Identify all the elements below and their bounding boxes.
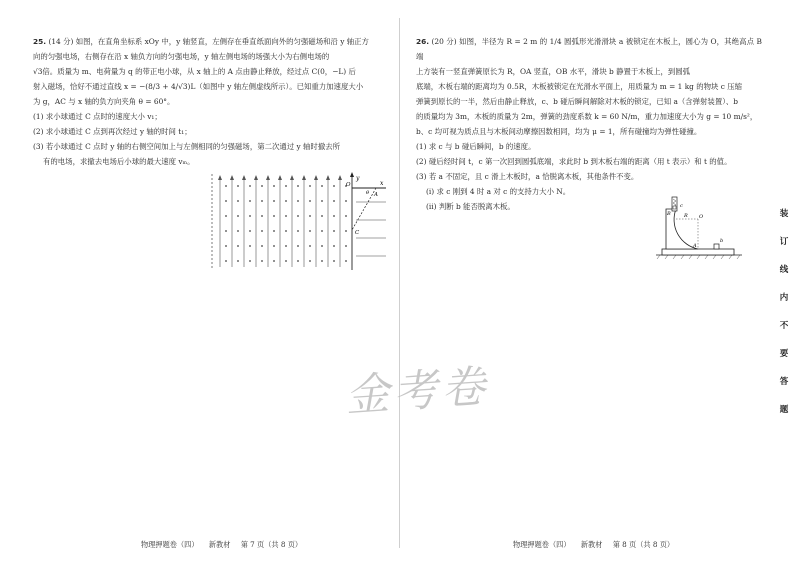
field-dot [285,200,287,202]
field-dot [237,215,239,217]
field-dot [321,230,323,232]
field-dot [297,185,299,187]
question-25-stem [33,34,383,49]
stem-line-2: 上方装有一竖直弹簧原长为 R，OA 竖直，OB 水平，滑块 b 静置于木板上，到圆弧 [416,67,691,76]
question-26-stem [416,34,762,64]
sub-question-1: (1) 求小球通过 C 点时的速度大小 v₁； [33,112,162,121]
point-c-label: C [355,230,360,236]
field-dot [297,260,299,262]
field-dot [297,215,299,217]
block-c [673,206,676,209]
field-dot [273,245,275,247]
field-dot [261,245,263,247]
ground-hatching [657,255,740,259]
footer-page: 第 8 页（共 8 页） [612,540,675,549]
y-axis-label: y [356,175,360,182]
origin-label: O [346,182,351,188]
margin-char: 不 [779,321,789,331]
field-dot [285,245,287,247]
stem-line-4: 弹簧到原长的一半，然后由静止释放，c、b 碰后瞬间解除对木板的锁定，已知 a（含弹射装置）、b [416,97,739,106]
margin-char: 线 [779,265,789,275]
margin-char: 内 [779,293,789,303]
line-ac [352,188,376,230]
margin-char: 题 [779,405,789,415]
field-dot [297,200,299,202]
field-dot [237,245,239,247]
field-dot [237,230,239,232]
field-dot [225,230,227,232]
binding-margin-note [778,200,790,424]
field-dot [321,215,323,217]
field-dot [285,215,287,217]
field-dot [345,200,347,202]
question-number: 25. [33,37,47,46]
margin-char: 订 [779,237,789,247]
sub-question-2: (2) 求小球通过 C 点到再次经过 y 轴的时间 t₁； [33,127,192,136]
field-dot [273,185,275,187]
field-dot [237,185,239,187]
field-dot [309,230,311,232]
field-dot [225,185,227,187]
question-number: 26. [416,37,430,46]
footer-subject: 物理押题卷（四） [141,540,199,549]
label-a: A [693,243,697,249]
field-dot [345,230,347,232]
footer-left [141,540,302,550]
arrow-heads-up [218,175,342,180]
stem-line-3: √3倍。质量为 m、电荷量为 q 的带正电小球，从 x 轴上的 A 点由静止释放，经过点 C(0，−L) 后 [33,67,356,76]
field-dot [261,260,263,262]
footer-edition: 新教材 [208,540,231,549]
stem-line-2: 向的匀强电场，右侧存在沿 x 轴负方向的匀强电场，y 轴左侧电场的场强大小为右侧电场的 [33,52,330,61]
field-dot [261,185,263,187]
field-dot [249,245,251,247]
footer-right [513,540,674,550]
field-dot [225,245,227,247]
sub-question-1: (1) 求 c 与 b 碰后瞬间，b 的速度。 [416,142,536,151]
electric-field-lines-left [356,202,386,256]
label-c: c [680,203,683,209]
y-axis-arrow [350,172,354,177]
field-dot [261,200,263,202]
field-dot [345,245,347,247]
field-dot [273,230,275,232]
field-dot [297,230,299,232]
field-dot [321,260,323,262]
field-dot [285,230,287,232]
field-dot [333,185,335,187]
margin-char: 答 [779,377,789,387]
stem-line-5: 为 g，AC 与 x 轴的负方向夹角 θ = 60°。 [33,97,175,106]
field-dot [321,200,323,202]
field-dot [345,260,347,262]
watermark: 金考卷 [343,361,491,422]
field-dot [249,260,251,262]
field-dot [333,200,335,202]
field-dot [225,200,227,202]
field-dot [273,260,275,262]
footer-edition: 新教材 [580,540,603,549]
sub-question-3: (3) 若 a 不固定，且 c 滑上木板时，a 恰脱离木板，其他条件不变。 [416,172,639,181]
wooden-board [662,249,734,255]
footer-subject: 物理押题卷（四） [513,540,571,549]
field-dot [309,185,311,187]
stem-line-6: b、c 均可视为质点且与木板间动摩擦因数相同，均为 μ = 1，所有碰撞均为弹性碰撞。 [416,127,702,136]
field-dot [333,230,335,232]
sub-question-3-ii: (ii) 判断 b 能否脱离木板。 [426,202,515,211]
field-dot [309,260,311,262]
right-page [400,0,800,569]
field-dot [225,260,227,262]
field-dot [249,185,251,187]
field-dot [237,260,239,262]
field-dot [309,200,311,202]
field-dot [249,200,251,202]
field-dot [345,215,347,217]
question-score: (14 分) [48,37,74,46]
margin-char: 要 [779,349,789,359]
angle-theta-label: θ [366,190,370,196]
magnetic-field-dots [225,185,347,262]
field-dot [261,230,263,232]
field-dot [273,200,275,202]
stem-line-5: 的质量均为 3m，木板的质量为 2m，弹簧的劲度系数 k = 60 N/m，重力加速度大小为 g = 10 m/s²， [416,112,758,121]
question-25 [33,34,383,169]
label-b-top: B [667,211,671,217]
sub-question-3-i: (i) 求 c 刚到 4 时 a 对 c 的支持力大小 N。 [426,187,571,196]
label-r: R [684,213,688,219]
field-dot [273,215,275,217]
field-dot [333,245,335,247]
field-dot [249,215,251,217]
point-a-label: A [374,192,378,198]
x-axis-label: x [380,180,384,187]
stem-line-4: 射入磁场，恰好不通过直线 x = −(8/3 + 4/√3)L（如图中 y 轴左侧虚线所示）。已知重力加速度大小 [33,82,364,91]
sub-question-3: (3) 若小球通过 C 点时 y 轴的右侧空间加上与左侧相同的匀强磁场，第二次通过 y 轴时撤去所 [33,142,340,151]
block-b [714,244,719,249]
field-dot [285,260,287,262]
field-dot [333,260,335,262]
field-dot [321,245,323,247]
field-dot [309,245,311,247]
field-dot [261,215,263,217]
field-dot [309,215,311,217]
label-o: O [699,214,704,220]
sub-question-2: (2) 碰后经时间 t，c 第一次回到圆弧底端，求此时 b 到木板右端的距离（用 t 表示）和 t 的值。 [416,157,732,166]
field-dot [285,185,287,187]
margin-char: 装 [779,209,789,219]
electric-field-arrows-up [220,178,340,267]
footer-page: 第 7 页（共 8 页） [240,540,303,549]
stem-line-1: 如图，半径为 R = 2 m 的 1/4 圆弧形光滑滑块 a 被锁定在木板上，圆心为 O，其绝高点 B 端 [416,37,762,61]
field-dot [225,215,227,217]
field-dot [297,245,299,247]
question-26 [416,34,762,214]
stem-line-3: 底端，木板右端的距离均为 0.5R，木板被锁定在光滑水平面上，用质量为 m = 1 kg 的物块 c 压缩 [416,82,743,91]
question-score: (20 分) [431,37,457,46]
label-b: b [720,238,724,244]
stem-line-1: 如图，在直角坐标系 xOy 中，y 轴竖直，左侧存在垂直纸面向外的匀强磁场和沿 y 轴正方 [75,37,369,46]
field-dot [333,215,335,217]
field-dot [237,200,239,202]
slider-diagram-26 [654,195,744,260]
field-dot [321,185,323,187]
sub-question-3-cont: 有的电场，求撤去电场后小球的最大速度 vₘ。 [43,157,195,166]
field-dot [249,230,251,232]
field-diagram-25 [208,172,388,272]
